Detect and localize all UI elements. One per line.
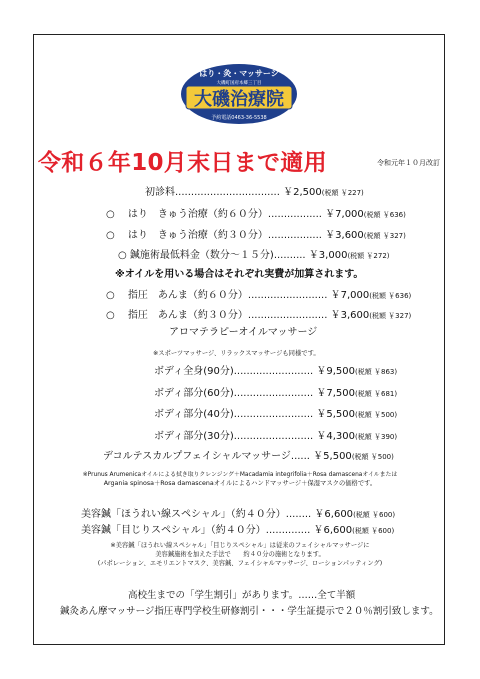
massage-tax: (税額 ￥327) <box>369 312 412 320</box>
massage-label: 指圧 あんま（約６０分）......................... <box>127 290 328 301</box>
beauty-price: ￥6,600 <box>314 509 354 520</box>
logo-graphic <box>180 63 298 125</box>
acu-tax: (税額 ￥272) <box>347 252 390 260</box>
aroma-row <box>154 408 397 422</box>
logo-phone: 予約電話0463-36-5538 <box>211 115 267 121</box>
beauty-row <box>81 524 394 538</box>
massage-label: 指圧 あんま（約３０分）......................... <box>127 310 328 321</box>
beauty-tax: (税額 ￥600) <box>353 511 396 519</box>
beauty-note-line: 美容鍼施術を加えた手法で 約４０分の施術となります。 <box>155 551 325 558</box>
aroma-tax: (税額 ￥500) <box>355 411 398 419</box>
aroma-tax: (税額 ￥681) <box>355 390 398 398</box>
ingredients-line: ※Prunus Arumenicaオイルによる拭き取りクレンジング＋Macadamia integrifolia＋Rosa damascenaオイルまたは <box>82 471 398 478</box>
acu-row <box>118 249 390 263</box>
acu-tax: (税額 ￥636) <box>363 211 406 219</box>
aroma-row <box>154 387 397 401</box>
decollete-row <box>103 450 394 464</box>
beauty-price: ￥6,600 <box>313 525 353 536</box>
beauty-note-line: ※美容鍼「ほうれい線スペシャル」「目じりスペシャル」は従来のフェイシャルマッサージに <box>110 542 370 549</box>
massage-price: ￥7,000 <box>330 290 370 301</box>
massage-row <box>106 309 411 323</box>
aroma-price: ￥7,500 <box>316 388 356 399</box>
aroma-tax: (税額 ￥863) <box>355 368 398 376</box>
beauty-label: 美容鍼「目じりスペシャル」（約４０分）.............. <box>81 525 311 536</box>
aroma-label: ボディ部分(60分)......................... <box>154 388 314 399</box>
massage-tax: (税額 ￥636) <box>369 292 412 300</box>
acu-price: ￥7,000 <box>325 209 364 220</box>
first-visit-label: 初診料................................. <box>145 187 280 198</box>
massage-mark: ○ <box>106 290 115 301</box>
massage-row <box>106 289 411 303</box>
acu-row <box>106 208 406 222</box>
acu-price: ￥3,600 <box>325 230 364 241</box>
first-visit-price: ￥2,500 <box>283 187 322 198</box>
revised-note: 令和元年１０月改訂 <box>377 159 440 167</box>
clinic-logo <box>180 63 298 125</box>
aroma-title: アロマテラピーオイルマッサージ <box>169 327 318 338</box>
aroma-note: ※スポーツマッサージ、リラックスマッサージも同様です。 <box>153 350 320 357</box>
acu-tax: (税額 ￥327) <box>363 232 406 240</box>
aroma-price: ￥5,500 <box>316 409 356 420</box>
acu-mark: ○ <box>106 209 115 220</box>
decollete-tax: (税額 ￥500) <box>351 453 394 461</box>
ingredients-note <box>40 470 440 488</box>
logo-name: 大磯治療院 <box>194 89 284 110</box>
headline: 令和６年10月末日まで適用 <box>38 150 327 176</box>
acu-mark: ○ <box>118 250 127 261</box>
aroma-label: ボディ部分(40分)......................... <box>154 409 314 420</box>
beauty-note <box>40 541 440 568</box>
aroma-row <box>154 430 397 444</box>
aroma-label: ボディ部分(30分)......................... <box>154 431 314 442</box>
aroma-price: ￥4,300 <box>316 431 356 442</box>
aroma-row <box>154 365 397 379</box>
decollete-price: ￥5,500 <box>313 451 352 462</box>
acu-mark: ○ <box>106 230 115 241</box>
aroma-label: ボディ全身(90分)......................... <box>154 366 314 377</box>
beauty-tax: (税額 ￥600) <box>352 527 395 535</box>
oil-notice: ※オイルを用いる場合はそれぞれ実費が加算されます。 <box>115 269 364 280</box>
first-visit-row <box>145 186 364 200</box>
logo-address: 大磯町国府本郷三丁目 <box>216 81 262 86</box>
trainee-discount: 鍼灸あん摩マッサージ指圧専門学校生研修割引・・・学生証提示で２０％割引致します。 <box>60 606 439 617</box>
beauty-row <box>81 508 395 522</box>
acu-label: 鍼施術最低料金（数分～１５分).......... <box>129 250 306 261</box>
beauty-label: 美容鍼「ほうれい線スペシャル」（約４０分）........ <box>81 509 312 520</box>
acu-row <box>106 229 406 243</box>
acu-label: はり きゅう治療（約６０分）................. <box>127 209 322 220</box>
logo-arc-text: はり・灸・マッサージ <box>199 69 279 78</box>
student-discount: 高校生までの「学生割引」があります。……全て半額 <box>128 590 356 601</box>
acu-price: ￥3,000 <box>308 250 348 261</box>
first-visit-tax: (税額 ￥227) <box>321 189 364 197</box>
beauty-note-line: (パポレーション、エモリエントマスク、美容鍼、フェイシャルマッサージ、ローションパッティング) <box>97 560 383 567</box>
massage-mark: ○ <box>106 310 115 321</box>
aroma-price: ￥9,500 <box>316 366 356 377</box>
massage-price: ￥3,600 <box>330 310 370 321</box>
ingredients-line: Argania spinosa＋Rosa damascenaオイルによるハンドマッサージ＋保湿マスクの価格です。 <box>103 480 377 487</box>
acu-label: はり きゅう治療（約３０分）................. <box>127 230 322 241</box>
aroma-tax: (税額 ￥390) <box>355 433 398 441</box>
decollete-label: デコルテスカルプフェイシャルマッサージ...... <box>103 451 310 462</box>
